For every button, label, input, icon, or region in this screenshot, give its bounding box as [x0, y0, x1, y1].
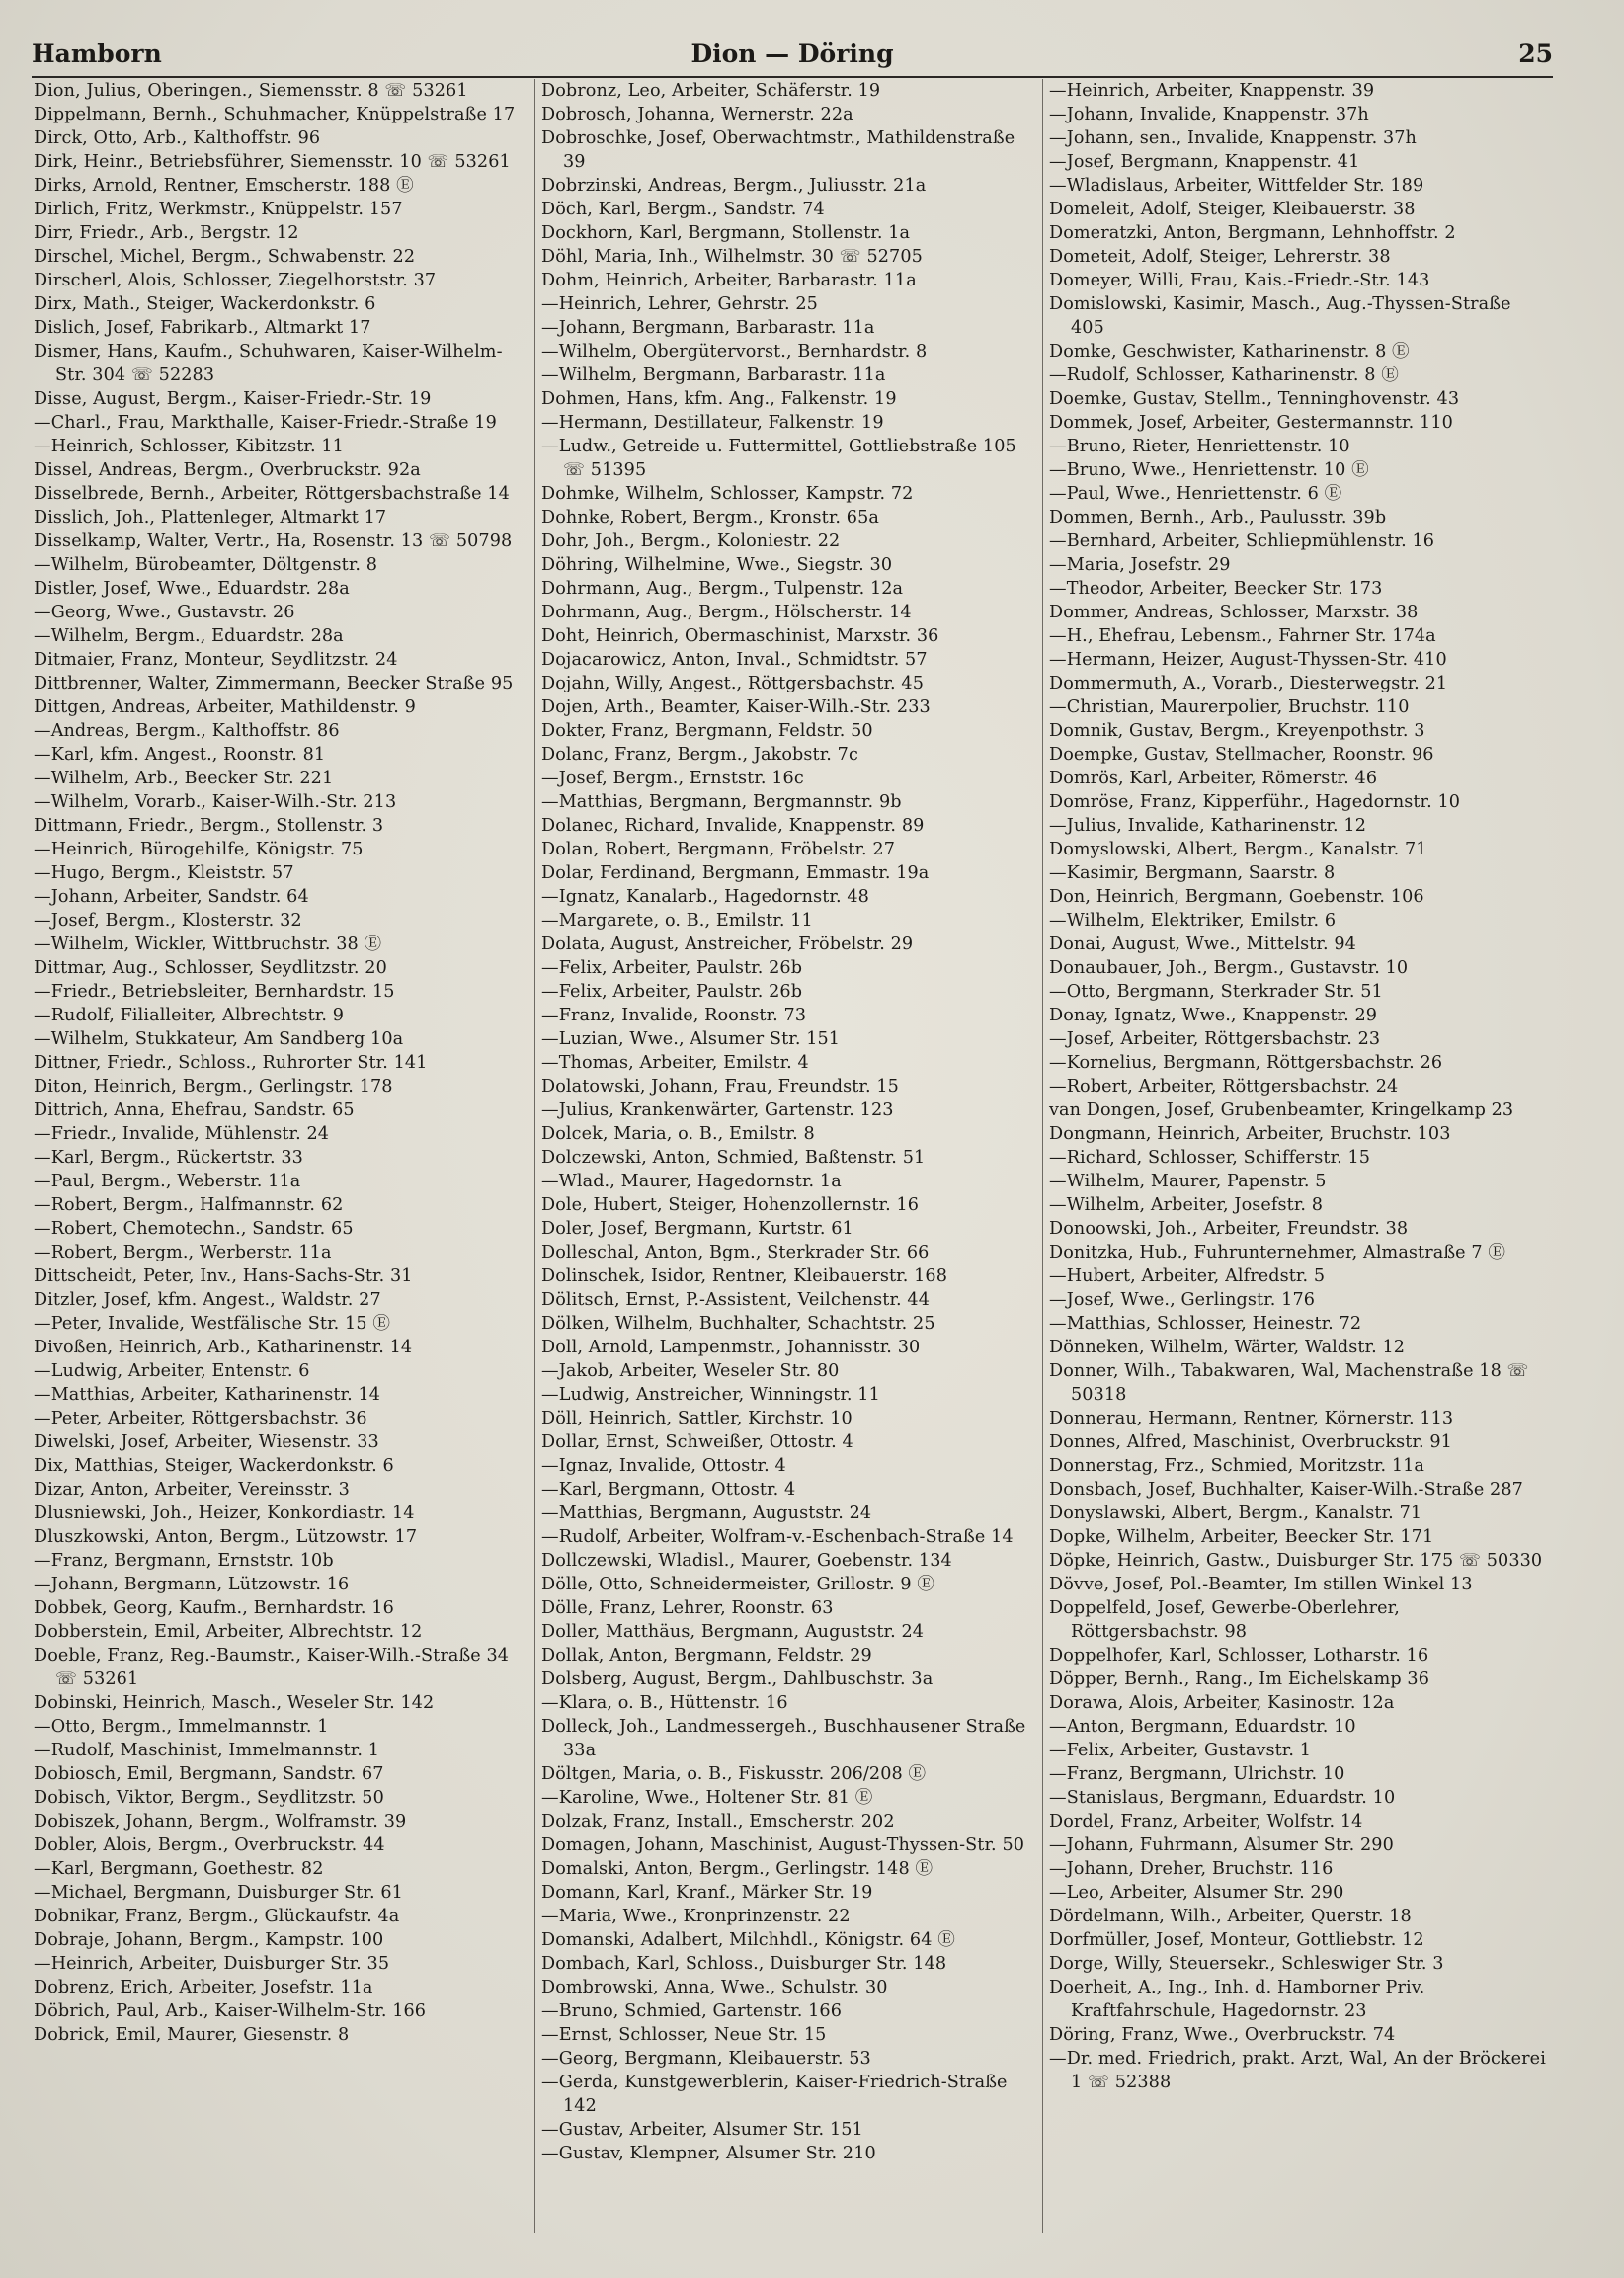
- directory-entry: Dirks, Arnold, Rentner, Emscherstr. 188 Ⓔ: [34, 176, 414, 196]
- directory-entry: —Johann, Invalide, Knappenstr. 37h: [1049, 105, 1369, 124]
- directory-entry: —Matthias, Arbeiter, Katharinenstr. 14: [34, 1385, 381, 1405]
- directory-entry: —Bruno, Schmied, Gartenstr. 166: [541, 2001, 842, 2021]
- directory-entry: Domke, Geschwister, Katharinenstr. 8 Ⓔ: [1049, 342, 1410, 362]
- directory-entry: —Johann, Bergmann, Barbarastr. 11a: [541, 318, 875, 338]
- directory-entry: Dobrzinski, Andreas, Bergm., Juliusstr. 21a: [541, 176, 927, 196]
- directory-entry: Domeleit, Adolf, Steiger, Kleibauerstr. 38: [1049, 200, 1416, 219]
- directory-entry: Doler, Josef, Bergmann, Kurtstr. 61: [541, 1219, 853, 1239]
- directory-entry: Dittmann, Friedr., Bergm., Stollenstr. 3: [34, 816, 384, 836]
- directory-entry: Dohm, Heinrich, Arbeiter, Barbarastr. 11a: [541, 271, 917, 290]
- directory-entry: Dislich, Josef, Fabrikarb., Altmarkt 17: [34, 318, 371, 338]
- directory-entry: Domeyer, Willi, Frau, Kais.-Friedr.-Str. 143: [1049, 271, 1430, 290]
- directory-entry: Ditzler, Josef, kfm. Angest., Waldstr. 27: [34, 1290, 381, 1310]
- directory-entry: Dirlich, Fritz, Werkmstr., Knüppelstr. 157: [34, 200, 403, 219]
- directory-entry: Donitzka, Hub., Fuhrunternehmer, Almastraße 7 Ⓔ: [1049, 1243, 1506, 1262]
- directory-entry: Dollak, Anton, Bergmann, Feldstr. 29: [541, 1646, 872, 1666]
- directory-entry: Don, Heinrich, Bergmann, Goebenstr. 106: [1049, 887, 1424, 907]
- directory-entry: —Felix, Arbeiter, Paulstr. 26b: [541, 958, 803, 978]
- directory-entry: Dirscherl, Alois, Schlosser, Ziegelhorststr. 37: [34, 271, 437, 290]
- directory-entry: Dluszkowski, Anton, Bergm., Lützowstr. 17: [34, 1527, 418, 1547]
- directory-entry: Dobler, Alois, Bergm., Overbruckstr. 44: [34, 1835, 385, 1855]
- directory-entry: —Wilhelm, Elektriker, Emilstr. 6: [1049, 911, 1337, 931]
- directory-entry: Doll, Arnold, Lampenmstr., Johannisstr. 30: [541, 1338, 921, 1357]
- directory-entry: Domröse, Franz, Kipperführ., Hagedornstr. 10: [1049, 792, 1461, 812]
- directory-entry: Dirx, Math., Steiger, Wackerdonkstr. 6: [34, 294, 376, 314]
- directory-entry: —Leo, Arbeiter, Alsumer Str. 290: [1049, 1883, 1344, 1903]
- directory-entry: Dobiszek, Johann, Bergm., Wolframstr. 39: [34, 1812, 407, 1831]
- directory-entry: Dix, Matthias, Steiger, Wackerdonkstr. 6: [34, 1456, 394, 1476]
- directory-entry: Dolzak, Franz, Install., Emscherstr. 202: [541, 1812, 895, 1831]
- directory-entry: —Wilhelm, Arbeiter, Josefstr. 8: [1049, 1195, 1324, 1215]
- directory-entry: —Robert, Bergm., Werberstr. 11a: [34, 1243, 332, 1262]
- directory-entry: —Ludwig, Arbeiter, Entenstr. 6: [34, 1361, 310, 1381]
- directory-entry: Dölitsch, Ernst, P.-Assistent, Veilchenstr. 44: [541, 1290, 931, 1310]
- directory-entry: Dohmen, Hans, kfm. Ang., Falkenstr. 19: [541, 389, 897, 409]
- directory-entry: Dolata, August, Anstreicher, Fröbelstr. 29: [541, 935, 914, 954]
- directory-entry: Döll, Heinrich, Sattler, Kirchstr. 10: [541, 1409, 853, 1428]
- directory-entry: Dlusniewski, Joh., Heizer, Konkordiastr. 14: [34, 1504, 415, 1523]
- directory-entry: —Dr. med. Friedrich, prakt. Arzt, Wal, An der Bröckerei 1 ☏ 52388: [1049, 2049, 1546, 2092]
- directory-entry: Dirk, Heinr., Betriebsführer, Siemensstr. 10 ☏ 53261: [34, 152, 511, 172]
- directory-entry: Dölle, Franz, Lehrer, Roonstr. 63: [541, 1598, 834, 1618]
- directory-entry: Dolan, Robert, Bergmann, Fröbelstr. 27: [541, 840, 896, 859]
- directory-entry: Diton, Heinrich, Bergm., Gerlingstr. 178: [34, 1077, 393, 1097]
- directory-entry: Dolanc, Franz, Bergm., Jakobstr. 7c: [541, 745, 858, 765]
- directory-entry: —Ludwig, Anstreicher, Winningstr. 11: [541, 1385, 880, 1405]
- directory-entry: —Heinrich, Bürogehilfe, Königstr. 75: [34, 840, 364, 859]
- directory-entry: Distler, Josef, Wwe., Eduardstr. 28a: [34, 579, 350, 599]
- directory-entry: Dommek, Josef, Arbeiter, Gestermannstr. 110: [1049, 413, 1453, 433]
- directory-entry: Donoowski, Joh., Arbeiter, Freundstr. 38: [1049, 1219, 1409, 1239]
- directory-entry: Dolleck, Joh., Landmessergeh., Buschhausener Straße 33a: [541, 1717, 1026, 1760]
- directory-entry: Dion, Julius, Oberingen., Siemensstr. 8 ☏ 53261: [34, 81, 468, 101]
- directory-entry: Dobisch, Viktor, Bergm., Seydlitzstr. 50: [34, 1788, 384, 1808]
- directory-entry: Dojen, Arth., Beamter, Kaiser-Wilh.-Str. 233: [541, 697, 931, 717]
- directory-entry: Donai, August, Wwe., Mittelstr. 94: [1049, 935, 1356, 954]
- directory-entry: —Richard, Schlosser, Schifferstr. 15: [1049, 1148, 1371, 1168]
- directory-entry: Dojahn, Willy, Angest., Röttgersbachstr. 45: [541, 674, 924, 693]
- directory-entry: Doppelfeld, Josef, Gewerbe-Oberlehrer, Röttgersbachstr. 98: [1049, 1598, 1400, 1642]
- directory-entry: Dölken, Wilhelm, Buchhalter, Schachtstr. 25: [541, 1314, 935, 1334]
- directory-entry: Dittgen, Andreas, Arbeiter, Mathildenstr. 9: [34, 697, 416, 717]
- directory-entry: Dombach, Karl, Schloss., Duisburger Str. 148: [541, 1954, 947, 1974]
- directory-entry: —Rudolf, Maschinist, Immelmannstr. 1: [34, 1741, 380, 1760]
- directory-column-2: [541, 79, 1041, 2165]
- directory-entry: —Maria, Josefstr. 29: [1049, 555, 1231, 575]
- directory-entry: Dommen, Bernh., Arb., Paulusstr. 39b: [1049, 508, 1387, 528]
- directory-entry: —Karl, Bergmann, Ottostr. 4: [541, 1480, 796, 1500]
- directory-entry: —Karl, Bergmann, Goethestr. 82: [34, 1859, 324, 1879]
- directory-entry: Dobrenz, Erich, Arbeiter, Josefstr. 11a: [34, 1978, 373, 1997]
- directory-entry: —Johann, Fuhrmann, Alsumer Str. 290: [1049, 1835, 1394, 1855]
- directory-entry: Dollar, Ernst, Schweißer, Ottostr. 4: [541, 1432, 853, 1452]
- directory-entry: —Wilhelm, Wickler, Wittbruchstr. 38 Ⓔ: [34, 935, 382, 954]
- directory-entry: —Wilhelm, Stukkateur, Am Sandberg 10a: [34, 1029, 404, 1049]
- directory-entry: —Bernhard, Arbeiter, Schliepmühlenstr. 16: [1049, 531, 1435, 551]
- directory-entry: Dolanec, Richard, Invalide, Knappenstr. 89: [541, 816, 925, 836]
- directory-entry: Dittrich, Anna, Ehefrau, Sandstr. 65: [34, 1100, 355, 1120]
- directory-entry: —Josef, Wwe., Gerlingstr. 176: [1049, 1290, 1316, 1310]
- directory-entry: Domann, Karl, Kranf., Märker Str. 19: [541, 1883, 873, 1903]
- directory-entry: Döpper, Bernh., Rang., Im Eichelskamp 36: [1049, 1669, 1430, 1689]
- directory-entry: Dommermuth, A., Vorarb., Diesterwegstr. 21: [1049, 674, 1448, 693]
- directory-entry: —Theodor, Arbeiter, Beecker Str. 173: [1049, 579, 1383, 599]
- directory-entry: —Johann, Arbeiter, Sandstr. 64: [34, 887, 309, 907]
- directory-entry: Döbrich, Paul, Arb., Kaiser-Wilhelm-Str. 166: [34, 2001, 427, 2021]
- directory-entry: —Kornelius, Bergmann, Röttgersbachstr. 26: [1049, 1053, 1443, 1073]
- directory-entry: —Maria, Wwe., Kronprinzenstr. 22: [541, 1907, 851, 1926]
- directory-entry: Dirschel, Michel, Bergm., Schwabenstr. 22: [34, 247, 416, 267]
- directory-entry: —Franz, Bergmann, Ernststr. 10b: [34, 1551, 334, 1571]
- directory-entry: Doppelhofer, Karl, Schlosser, Lotharstr. 16: [1049, 1646, 1429, 1666]
- directory-entry: —Josef, Bergm., Ernststr. 16c: [541, 769, 804, 788]
- directory-entry: Dizar, Anton, Arbeiter, Vereinsstr. 3: [34, 1480, 350, 1500]
- directory-entry: Dobbek, Georg, Kaufm., Bernhardstr. 16: [34, 1598, 394, 1618]
- directory-entry: —Hermann, Heizer, August-Thyssen-Str. 410: [1049, 650, 1447, 670]
- directory-column-1: [34, 79, 533, 2047]
- directory-entry: Doeble, Franz, Reg.-Baumstr., Kaiser-Wilh.-Straße 34 ☏ 53261: [34, 1646, 510, 1689]
- directory-entry: —Otto, Bergmann, Sterkrader Str. 51: [1049, 982, 1383, 1002]
- directory-entry: Dobrosch, Johanna, Wernerstr. 22a: [541, 105, 853, 124]
- directory-entry: Döhring, Wilhelmine, Wwe., Siegstr. 30: [541, 555, 893, 575]
- directory-entry: —Peter, Arbeiter, Röttgersbachstr. 36: [34, 1409, 367, 1428]
- directory-entry: —Rudolf, Schlosser, Katharinenstr. 8 Ⓔ: [1049, 366, 1399, 385]
- directory-entry: Divoßen, Heinrich, Arb., Katharinenstr. 14: [34, 1338, 413, 1357]
- directory-entry: —Josef, Arbeiter, Röttgersbachstr. 23: [1049, 1029, 1381, 1049]
- directory-entry: —Josef, Bergmann, Knappenstr. 41: [1049, 152, 1360, 172]
- directory-entry: Döltgen, Maria, o. B., Fiskusstr. 206/208 Ⓔ: [541, 1764, 927, 1784]
- directory-entry: Dönneken, Wilhelm, Wärter, Waldstr. 12: [1049, 1338, 1406, 1357]
- directory-entry: —Luzian, Wwe., Alsumer Str. 151: [541, 1029, 841, 1049]
- column-divider: [1042, 79, 1043, 2233]
- directory-entry: —Heinrich, Lehrer, Gehrstr. 25: [541, 294, 818, 314]
- directory-entry: —Wlad., Maurer, Hagedornstr. 1a: [541, 1172, 842, 1191]
- directory-entry: —Franz, Bergmann, Ulrichstr. 10: [1049, 1764, 1345, 1784]
- directory-entry: Dohrmann, Aug., Bergm., Hölscherstr. 14: [541, 603, 912, 622]
- directory-entry: Domislowski, Kasimir, Masch., Aug.-Thyssen-Straße 405: [1049, 294, 1511, 338]
- directory-entry: —Anton, Bergmann, Eduardstr. 10: [1049, 1717, 1356, 1737]
- directory-entry: Dolatowski, Johann, Frau, Freundstr. 15: [541, 1077, 899, 1097]
- directory-entry: Domnik, Gustav, Bergm., Kreyenpothstr. 3: [1049, 721, 1425, 741]
- directory-entry: Donnerau, Hermann, Rentner, Körnerstr. 113: [1049, 1409, 1454, 1428]
- directory-entry: —Wilhelm, Vorarb., Kaiser-Wilh.-Str. 213: [34, 792, 397, 812]
- directory-entry: —Karl, kfm. Angest., Roonstr. 81: [34, 745, 326, 765]
- directory-entry: —Rudolf, Arbeiter, Wolfram-v.-Eschenbach-Straße 14: [541, 1527, 1014, 1547]
- directory-entry: —Julius, Krankenwärter, Gartenstr. 123: [541, 1100, 894, 1120]
- directory-entry: Döpke, Heinrich, Gastw., Duisburger Str. 175 ☏ 50330: [1049, 1551, 1543, 1571]
- directory-entry: Dolleschal, Anton, Bgm., Sterkrader Str. 66: [541, 1243, 930, 1262]
- directory-entry: —Heinrich, Arbeiter, Duisburger Str. 35: [34, 1954, 390, 1974]
- directory-entry: —Jakob, Arbeiter, Weseler Str. 80: [541, 1361, 840, 1381]
- directory-entry: —Friedr., Betriebsleiter, Bernhardstr. 15: [34, 982, 395, 1002]
- directory-entry: Dolczewski, Anton, Schmied, Baßtenstr. 51: [541, 1148, 926, 1168]
- directory-entry: —Robert, Chemotechn., Sandstr. 65: [34, 1219, 354, 1239]
- directory-entry: Dole, Hubert, Steiger, Hohenzollernstr. 16: [541, 1195, 920, 1215]
- directory-entry: Dippelmann, Bernh., Schuhmacher, Knüppelstraße 17: [34, 105, 516, 124]
- directory-entry: Dirr, Friedr., Arb., Bergstr. 12: [34, 223, 299, 243]
- directory-entry: Donyslawski, Albert, Bergm., Kanalstr. 71: [1049, 1504, 1422, 1523]
- directory-entry: Dordel, Franz, Arbeiter, Wolfstr. 14: [1049, 1812, 1363, 1831]
- directory-entry: —Christian, Maurerpolier, Bruchstr. 110: [1049, 697, 1410, 717]
- page-header: [32, 40, 1553, 75]
- header-name-range: Dion — Döring: [690, 40, 894, 68]
- directory-entry: Dobnikar, Franz, Bergm., Glückaufstr. 4a: [34, 1907, 400, 1926]
- directory-entry: —Paul, Bergm., Weberstr. 11a: [34, 1172, 301, 1191]
- directory-entry: Dittmar, Aug., Schlosser, Seydlitzstr. 20: [34, 958, 387, 978]
- directory-entry: —Robert, Bergm., Halfmannstr. 62: [34, 1195, 344, 1215]
- directory-entry: Domyslowski, Albert, Bergm., Kanalstr. 71: [1049, 840, 1427, 859]
- directory-entry: Dölle, Otto, Schneidermeister, Grillostr. 9 Ⓔ: [541, 1575, 935, 1594]
- directory-entry: Dobroschke, Josef, Oberwachtmstr., Mathildenstraße 39: [541, 128, 1015, 172]
- directory-entry: —Gustav, Arbeiter, Alsumer Str. 151: [541, 2120, 863, 2140]
- directory-entry: Dopke, Wilhelm, Arbeiter, Beecker Str. 171: [1049, 1527, 1434, 1547]
- directory-entry: —Michael, Bergmann, Duisburger Str. 61: [34, 1883, 403, 1903]
- directory-entry: Doempke, Gustav, Stellmacher, Roonstr. 96: [1049, 745, 1434, 765]
- directory-entry: —Matthias, Schlosser, Heinestr. 72: [1049, 1314, 1362, 1334]
- header-district: Hamborn: [32, 40, 162, 68]
- directory-entry: Dolsberg, August, Bergm., Dahlbuschstr. 3a: [541, 1669, 934, 1689]
- directory-entry: Dirck, Otto, Arb., Kalthoffstr. 96: [34, 128, 321, 148]
- directory-entry: —H., Ehefrau, Lebensm., Fahrner Str. 174a: [1049, 626, 1436, 646]
- directory-entry: Dometeit, Adolf, Steiger, Lehrerstr. 38: [1049, 247, 1391, 267]
- directory-entry: —Wilhelm, Bürobeamter, Döltgenstr. 8: [34, 555, 378, 575]
- directory-entry: —Wilhelm, Bergm., Eduardstr. 28a: [34, 626, 344, 646]
- directory-entry: —Johann, Dreher, Bruchstr. 116: [1049, 1859, 1334, 1879]
- directory-entry: —Friedr., Invalide, Mühlenstr. 24: [34, 1124, 330, 1144]
- directory-entry: —Heinrich, Arbeiter, Knappenstr. 39: [1049, 81, 1375, 101]
- directory-entry: Dommer, Andreas, Schlosser, Marxstr. 38: [1049, 603, 1419, 622]
- directory-entry: —Julius, Invalide, Katharinenstr. 12: [1049, 816, 1366, 836]
- directory-entry: Donaubauer, Joh., Bergm., Gustavstr. 10: [1049, 958, 1409, 978]
- directory-entry: Dördelmann, Wilh., Arbeiter, Querstr. 18: [1049, 1907, 1412, 1926]
- directory-entry: Diwelski, Josef, Arbeiter, Wiesenstr. 33: [34, 1432, 379, 1452]
- directory-entry: —Robert, Arbeiter, Röttgersbachstr. 24: [1049, 1077, 1399, 1097]
- directory-entry: Donnes, Alfred, Maschinist, Overbruckstr. 91: [1049, 1432, 1452, 1452]
- directory-entry: Donay, Ignatz, Wwe., Knappenstr. 29: [1049, 1006, 1378, 1025]
- directory-entry: —Kasimir, Bergmann, Saarstr. 8: [1049, 863, 1336, 883]
- directory-entry: Domagen, Johann, Maschinist, August-Thyssen-Str. 50: [541, 1835, 1025, 1855]
- directory-entry: Donner, Wilh., Tabakwaren, Wal, Machenstraße 18 ☏ 50318: [1049, 1361, 1529, 1405]
- directory-entry: Dohr, Joh., Bergm., Koloniestr. 22: [541, 531, 841, 551]
- directory-entry: —Karl, Bergm., Rückertstr. 33: [34, 1148, 303, 1168]
- directory-entry: Dohnke, Robert, Bergm., Kronstr. 65a: [541, 508, 879, 528]
- column-divider: [534, 79, 535, 2233]
- directory-entry: Dojacarowicz, Anton, Inval., Schmidtstr. 57: [541, 650, 928, 670]
- directory-entry: Dissel, Andreas, Bergm., Overbruckstr. 92a: [34, 460, 421, 480]
- directory-entry: —Stanislaus, Bergmann, Eduardstr. 10: [1049, 1788, 1396, 1808]
- directory-entry: —Otto, Bergm., Immelmannstr. 1: [34, 1717, 329, 1737]
- directory-entry: —Margarete, o. B., Emilstr. 11: [541, 911, 813, 931]
- directory-entry: —Peter, Invalide, Westfälische Str. 15 Ⓔ: [34, 1314, 391, 1334]
- directory-entry: —Andreas, Bergm., Kalthoffstr. 86: [34, 721, 340, 741]
- directory-entry: Dorge, Willy, Steuersekr., Schleswiger Str. 3: [1049, 1954, 1444, 1974]
- directory-entry: —Hermann, Destillateur, Falkenstr. 19: [541, 413, 884, 433]
- directory-entry: Dobberstein, Emil, Arbeiter, Albrechtstr. 12: [34, 1622, 423, 1642]
- directory-entry: —Gerda, Kunstgewerblerin, Kaiser-Friedrich-Straße 142: [541, 2073, 1008, 2116]
- directory-entry: —Ernst, Schlosser, Neue Str. 15: [541, 2025, 827, 2045]
- directory-entry: Dombrowski, Anna, Wwe., Schulstr. 30: [541, 1978, 888, 1997]
- directory-entry: Dismer, Hans, Kaufm., Schuhwaren, Kaiser-Wilhelm-Str. 304 ☏ 52283: [34, 342, 503, 385]
- directory-entry: —Ignaz, Invalide, Ottostr. 4: [541, 1456, 786, 1476]
- directory-entry: Dolcek, Maria, o. B., Emilstr. 8: [541, 1124, 815, 1144]
- directory-entry: Donnerstag, Frz., Schmied, Moritzstr. 11a: [1049, 1456, 1425, 1476]
- directory-entry: —Karoline, Wwe., Holtener Str. 81 Ⓔ: [541, 1788, 873, 1808]
- directory-entry: —Bruno, Wwe., Henriettenstr. 10 Ⓔ: [1049, 460, 1369, 480]
- directory-entry: Ditmaier, Franz, Monteur, Seydlitzstr. 24: [34, 650, 398, 670]
- directory-entry: —Georg, Bergmann, Kleibauerstr. 53: [541, 2049, 871, 2069]
- directory-entry: Dittbrenner, Walter, Zimmermann, Beecker Straße 95: [34, 674, 514, 693]
- directory-entry: —Hugo, Bergm., Kleiststr. 57: [34, 863, 294, 883]
- directory-entry: —Wilhelm, Bergmann, Barbarastr. 11a: [541, 366, 886, 385]
- directory-entry: Dongmann, Heinrich, Arbeiter, Bruchstr. 103: [1049, 1124, 1451, 1144]
- directory-entry: Dövve, Josef, Pol.-Beamter, Im stillen Winkel 13: [1049, 1575, 1473, 1594]
- directory-entry: Disselkamp, Walter, Vertr., Ha, Rosenstr. 13 ☏ 50798: [34, 531, 513, 551]
- directory-entry: Doht, Heinrich, Obermaschinist, Marxstr. 36: [541, 626, 939, 646]
- directory-entry: Domeratzki, Anton, Bergmann, Lehnhoffstr. 2: [1049, 223, 1456, 243]
- directory-entry: —Bruno, Rieter, Henriettenstr. 10: [1049, 437, 1350, 456]
- directory-entry: —Wilhelm, Obergütervorst., Bernhardstr. 8: [541, 342, 928, 362]
- directory-entry: —Ludw., Getreide u. Futtermittel, Gottliebstraße 105 ☏ 51395: [541, 437, 1016, 480]
- directory-entry: Dockhorn, Karl, Bergmann, Stollenstr. 1a: [541, 223, 911, 243]
- directory-entry: van Dongen, Josef, Grubenbeamter, Kringelkamp 23: [1049, 1100, 1514, 1120]
- directory-entry: —Gustav, Klempner, Alsumer Str. 210: [541, 2144, 876, 2163]
- directory-entry: Doller, Matthäus, Bergmann, Auguststr. 24: [541, 1622, 925, 1642]
- directory-entry: Döhl, Maria, Inh., Wilhelmstr. 30 ☏ 52705: [541, 247, 923, 267]
- directory-entry: Dittner, Friedr., Schloss., Ruhrorter Str. 141: [34, 1053, 428, 1073]
- directory-entry: Dorfmüller, Josef, Monteur, Gottliebstr. 12: [1049, 1930, 1424, 1950]
- directory-entry: —Thomas, Arbeiter, Emilstr. 4: [541, 1053, 809, 1073]
- directory-entry: Domalski, Anton, Bergm., Gerlingstr. 148 Ⓔ: [541, 1859, 934, 1879]
- directory-entry: Dittscheidt, Peter, Inv., Hans-Sachs-Str. 31: [34, 1266, 413, 1286]
- directory-entry: Dolar, Ferdinand, Bergmann, Emmastr. 19a: [541, 863, 930, 883]
- directory-entry: Dolinschek, Isidor, Rentner, Kleibauerstr. 168: [541, 1266, 947, 1286]
- directory-entry: —Hubert, Arbeiter, Alfredstr. 5: [1049, 1266, 1326, 1286]
- directory-entry: Döring, Franz, Wwe., Overbruckstr. 74: [1049, 2025, 1396, 2045]
- directory-entry: Dobraje, Johann, Bergm., Kampstr. 100: [34, 1930, 384, 1950]
- directory-entry: —Klara, o. B., Hüttenstr. 16: [541, 1693, 788, 1713]
- directory-entry: Dobrick, Emil, Maurer, Giesenstr. 8: [34, 2025, 350, 2045]
- directory-entry: —Josef, Bergm., Klosterstr. 32: [34, 911, 302, 931]
- directory-entry: —Wladislaus, Arbeiter, Wittfelder Str. 189: [1049, 176, 1424, 196]
- directory-entry: Dobiosch, Emil, Bergmann, Sandstr. 67: [34, 1764, 384, 1784]
- directory-entry: —Wilhelm, Maurer, Papenstr. 5: [1049, 1172, 1327, 1191]
- directory-entry: —Matthias, Bergmann, Auguststr. 24: [541, 1504, 872, 1523]
- directory-entry: —Paul, Wwe., Henriettenstr. 6 Ⓔ: [1049, 484, 1342, 504]
- directory-entry: Disselbrede, Bernh., Arbeiter, Röttgersbachstraße 14: [34, 484, 510, 504]
- directory-entry: —Felix, Arbeiter, Paulstr. 26b: [541, 982, 803, 1002]
- directory-entry: Doemke, Gustav, Stellm., Tenninghovenstr. 43: [1049, 389, 1460, 409]
- directory-entry: —Georg, Wwe., Gustavstr. 26: [34, 603, 295, 622]
- directory-entry: Dohmke, Wilhelm, Schlosser, Kampstr. 72: [541, 484, 914, 504]
- directory-entry: —Wilhelm, Arb., Beecker Str. 221: [34, 769, 334, 788]
- directory-entry: —Franz, Invalide, Roonstr. 73: [541, 1006, 807, 1025]
- directory-entry: Disslich, Joh., Plattenleger, Altmarkt 17: [34, 508, 387, 528]
- directory-entry: Dollczewski, Wladisl., Maurer, Goebenstr. 134: [541, 1551, 952, 1571]
- directory-entry: —Johann, sen., Invalide, Knappenstr. 37h: [1049, 128, 1417, 148]
- directory-entry: Doerheit, A., Ing., Inh. d. Hamborner Priv. Kraftfahrschule, Hagedornstr. 23: [1049, 1978, 1425, 2021]
- directory-entry: —Charl., Frau, Markthalle, Kaiser-Friedr.-Straße 19: [34, 413, 497, 433]
- directory-entry: —Matthias, Bergmann, Bergmannstr. 9b: [541, 792, 902, 812]
- directory-entry: Domrös, Karl, Arbeiter, Römerstr. 46: [1049, 769, 1378, 788]
- directory-entry: —Heinrich, Schlosser, Kibitzstr. 11: [34, 437, 344, 456]
- directory-entry: Dobinski, Heinrich, Masch., Weseler Str. 142: [34, 1693, 435, 1713]
- header-rule: [32, 76, 1553, 78]
- directory-entry: —Felix, Arbeiter, Gustavstr. 1: [1049, 1741, 1312, 1760]
- directory-entry: Döch, Karl, Bergm., Sandstr. 74: [541, 200, 825, 219]
- directory-entry: Donsbach, Josef, Buchhalter, Kaiser-Wilh.-Straße 287: [1049, 1480, 1523, 1500]
- directory-entry: Dorawa, Alois, Arbeiter, Kasinostr. 12a: [1049, 1693, 1395, 1713]
- directory-entry: —Rudolf, Filialleiter, Albrechtstr. 9: [34, 1006, 345, 1025]
- directory-entry: —Johann, Bergmann, Lützowstr. 16: [34, 1575, 350, 1594]
- directory-column-3: [1049, 79, 1549, 2094]
- page-number: 25: [1518, 40, 1553, 68]
- directory-entry: Disse, August, Bergm., Kaiser-Friedr.-Str. 19: [34, 389, 432, 409]
- directory-entry: Dohrmann, Aug., Bergm., Tulpenstr. 12a: [541, 579, 904, 599]
- directory-entry: Dobronz, Leo, Arbeiter, Schäferstr. 19: [541, 81, 881, 101]
- directory-entry: Dokter, Franz, Bergmann, Feldstr. 50: [541, 721, 873, 741]
- directory-entry: Domanski, Adalbert, Milchhdl., Königstr. 64 Ⓔ: [541, 1930, 955, 1950]
- directory-entry: —Ignatz, Kanalarb., Hagedornstr. 48: [541, 887, 869, 907]
